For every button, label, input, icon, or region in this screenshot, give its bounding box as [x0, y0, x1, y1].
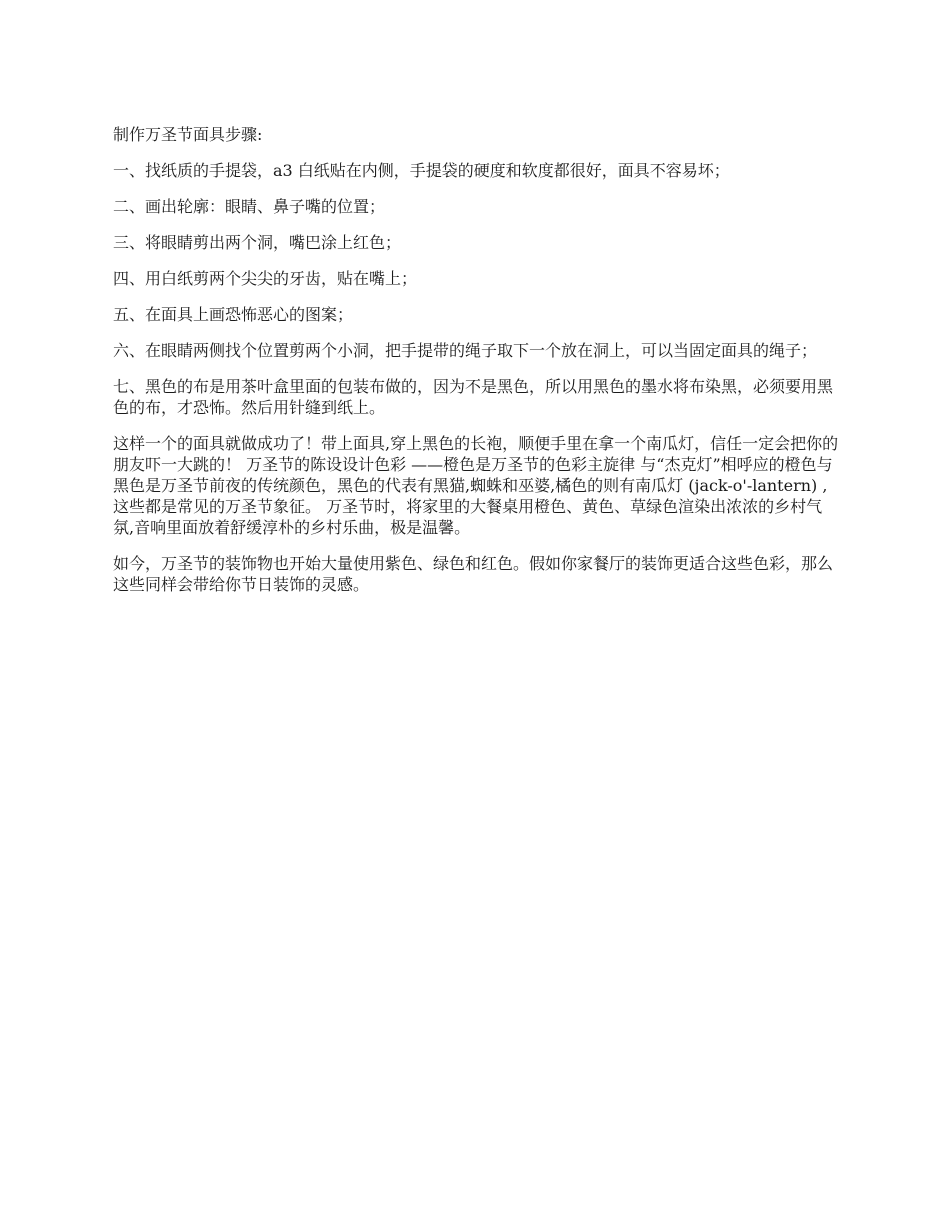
paragraph-halloween-colors: 这样一个的面具就做成功了！带上面具,穿上黑色的长袍，顺便手里在拿一个南瓜灯，信任一定会把你的朋友吓一大跳的！ 万圣节的陈设设计色彩 ——橙色是万圣节的色彩主旋律 与“杰克灯”相呼应的橙色与黑色是万圣节前夜的传统颜色，黑色的代表有黑猫,蜘蛛和巫婆,橘色的则有南瓜灯 (jack-o'-lantern) ,这些都是常见的万圣节象征。 万圣节时，将家里的大餐桌用橙色、黄色、草绿色渲染出浓浓的乡村气氛,音响里面放着舒缓淳朴的乡村乐曲，极是温馨。 — [113, 434, 839, 537]
step-3: 三、将眼睛剪出两个洞，嘴巴涂上红色； — [113, 233, 402, 252]
step-7: 七、黑色的布是用茶叶盒里面的包装布做的，因为不是黑色，所以用黑色的墨水将布染黑，必须要用黑色的布，才恐怖。然后用针缝到纸上。 — [113, 377, 834, 417]
step-2: 二、画出轮廓：眼睛、鼻子嘴的位置； — [113, 197, 386, 216]
step-4: 四、用白纸剪两个尖尖的牙齿，贴在嘴上； — [113, 269, 418, 288]
document-title: 制作万圣节面具步骤: — [113, 125, 263, 144]
step-6: 六、在眼睛两侧找个位置剪两个小洞，把手提带的绳子取下一个放在洞上，可以当固定面具的绳子； — [113, 341, 818, 360]
step-1: 一、找纸质的手提袋，a3 白纸贴在内侧，手提袋的硬度和软度都很好，面具不容易坏； — [113, 161, 730, 180]
paragraph-decor-colors: 如今，万圣节的装饰物也开始大量使用紫色、绿色和红色。假如你家餐厅的装饰更适合这些色彩，那么这些同样会带给你节日装饰的灵感。 — [113, 554, 834, 594]
document-body — [113, 124, 839, 610]
step-5: 五、在面具上画恐怖恶心的图案； — [113, 305, 354, 324]
